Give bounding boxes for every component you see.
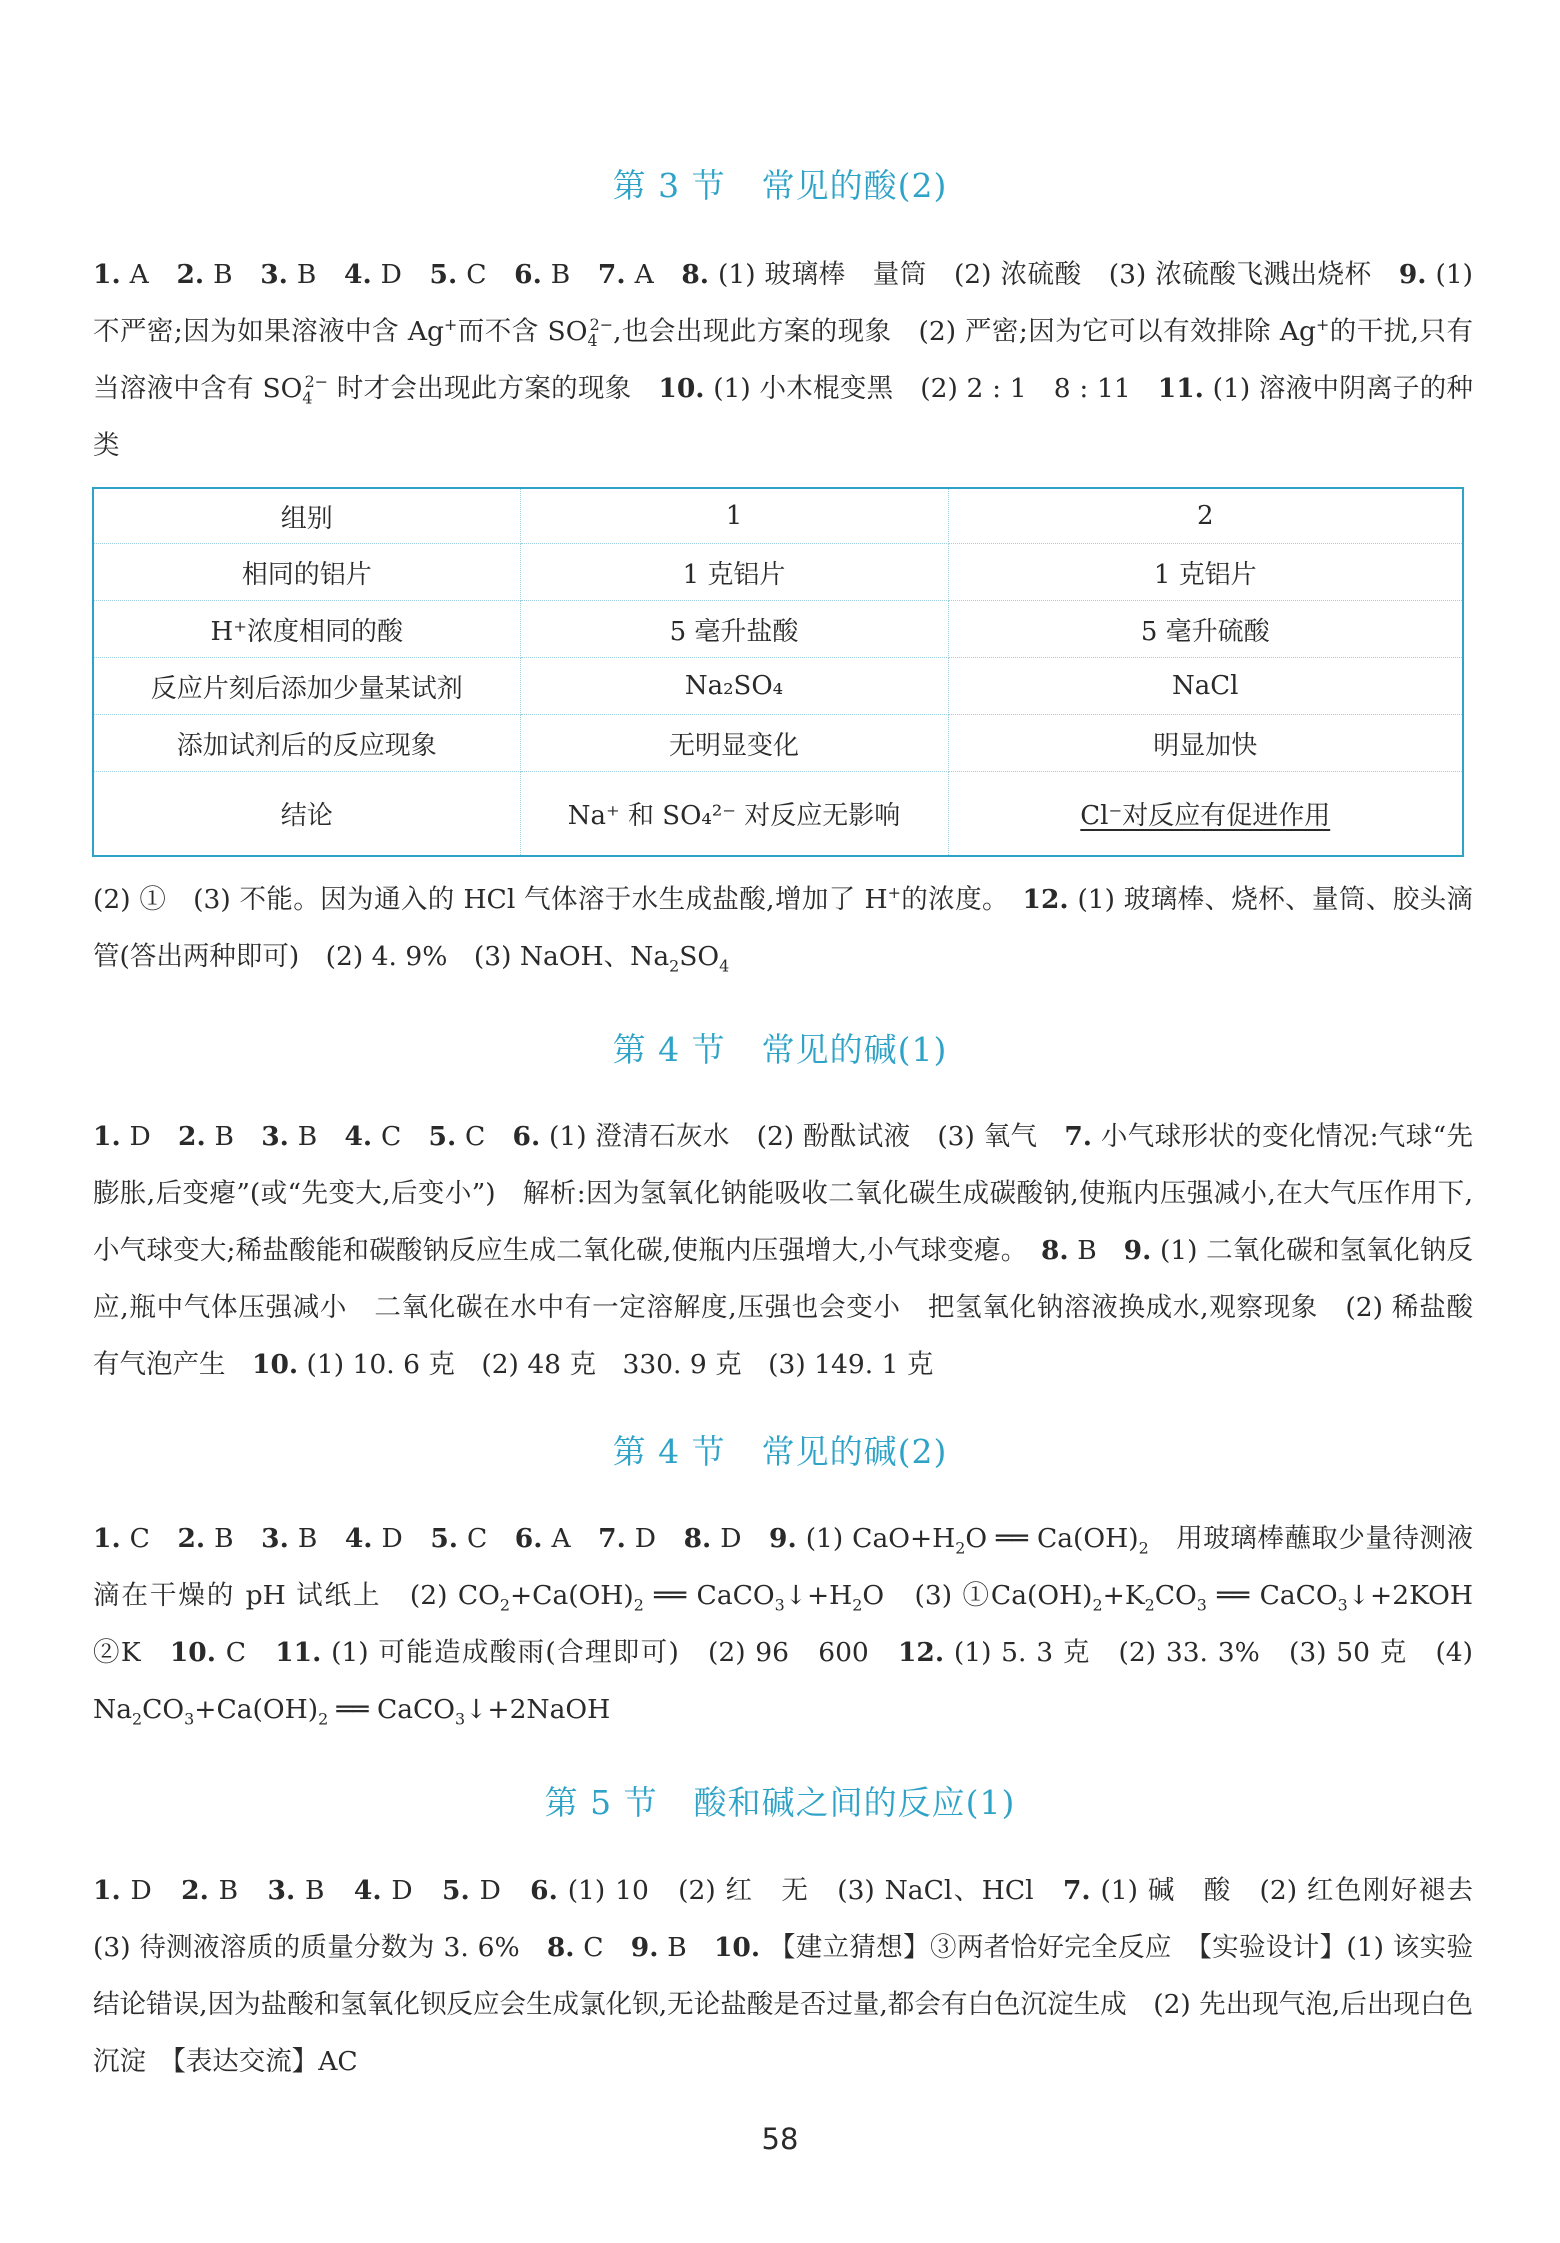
- table-header: 2: [948, 488, 1463, 544]
- table-cell: H⁺浓度相同的酸: [93, 601, 520, 658]
- section-number: 第 4 节: [612, 1432, 726, 1471]
- table-cell: 反应片刻后添加少量某试剂: [93, 658, 520, 715]
- answers-paragraph-2: 1. D 2. B 3. B 4. C 5. C 6. (1) 澄清石灰水 (2) 酚酞试液 (3) 氧气 7. 小气球形状的变化情况:气球“先膨胀,后变瘪”(或“先变大,后变小”) 解析:因为氢氧化钠能吸收二氧化碳生成碳酸钠,使瓶内压强减小,在大气压作用下,小气球变大;稀盐酸能和碳酸钠反应生成二氧化碳,使瓶内压强增大,小气球变瘪。 8. B 9. (1) 二氧化碳和氢氧化钠反应,瓶中气体压强减小 二氧化碳在水中有一定溶解度,压强也会变小 把氢氧化钠溶液换成水,观察现象 (2) 稀盐酸 有气泡产生 10. (1) 10. 6 克 (2) 48 克 330. 9 克 (3) 149. 1 克: [93, 1121, 1500, 1380]
- section-title: 常见的碱(2): [761, 1432, 948, 1471]
- page-number: 58: [761, 2122, 799, 2156]
- table-row: [93, 772, 1463, 857]
- table-cell: 无明显变化: [520, 715, 948, 772]
- table-cell: Na₂SO₄: [520, 658, 948, 715]
- section-heading-1: [0, 160, 1560, 207]
- table-cell: 5 毫升盐酸: [520, 601, 948, 658]
- table-row: [93, 658, 1463, 715]
- table-header: 1: [520, 488, 948, 544]
- section-heading-4: [0, 1777, 1560, 1824]
- table-row: [93, 715, 1463, 772]
- table-row: [93, 544, 1463, 601]
- section-number: 第 4 节: [612, 1030, 726, 1069]
- section-title: 常见的酸(2): [761, 166, 948, 205]
- answers-paragraph-3: 1. C 2. B 3. B 4. D 5. C 6. A 7. D 8. D 9. (1) $CaO+H_2O$ ══ $Ca(OH)_2$ 用玻璃棒蘸取少量待测液滴在干燥的 pH 试纸上 (2) $CO_2+Ca(OH)_2$ ══ $CaCO_3↓+H_2O$ (3) $①Ca(OH)_2+K_2CO_3$ ══ CaCO$_3$↓+2KOH ②K 10. C 11. (1) 可能造成酸雨(合理即可) (2) 96 600 12. (1) 5. 3 克 (2) 33. 3% (3) 50 克 (4) $Na_2CO_3+Ca(OH)_2$ ══ CaCO$_3$↓+2NaOH: [93, 1523, 1500, 1729]
- table-cell: 明显加快: [948, 715, 1463, 772]
- table-header-row: [93, 488, 1463, 544]
- table-cell: 1 克铝片: [948, 544, 1463, 601]
- table-cell: 结论: [93, 772, 520, 857]
- table-header: 组别: [93, 488, 520, 544]
- table-cell: Na⁺ 和 SO₄²⁻ 对反应无影响: [520, 772, 948, 857]
- table-cell: 5 毫升硫酸: [948, 601, 1463, 658]
- table-cell: 1 克铝片: [520, 544, 948, 601]
- section-heading-2: [0, 1024, 1560, 1071]
- table-cell: Cl⁻对反应有促进作用: [1080, 801, 1331, 831]
- table-cell: 添加试剂后的反应现象: [93, 715, 520, 772]
- answers-paragraph-4: 1. D 2. B 3. B 4. D 5. D 6. (1) 10 (2) 红 无 (3) NaCl、HCl 7. (1) 碱 酸 (2) 红色刚好褪去 (3) 待测液溶质的质量分数为 3. 6% 8. C 9. B 10. 【建立猜想】③两者恰好完全反应 【实验设计】(1) 该实验结论错误,因为盐酸和氢氧化钡反应会生成氯化钡,无论盐酸是否过量,都会有白色沉淀生成 (2) 先出现气泡,后出现白色沉淀 【表达交流】AC: [93, 1875, 1500, 2077]
- table-row: [93, 601, 1463, 658]
- table-cell: 相同的铝片: [93, 544, 520, 601]
- section-title: 常见的碱(1): [761, 1030, 948, 1069]
- answers-paragraph-1b: (2) ① (3) 不能。因为通入的 HCl 气体溶于水生成盐酸,增加了 H+的浓度。 12. (1) 玻璃棒、烧杯、量筒、胶头滴管(答出两种即可) (2) 4. 9% (3) NaOH、$Na_2SO_4$: [93, 883, 1474, 976]
- experiment-table: [92, 487, 1464, 857]
- section-number: 第 5 节: [544, 1783, 658, 1822]
- section-number: 第 3 节: [612, 166, 726, 205]
- section-heading-3: [0, 1426, 1560, 1473]
- table-cell: NaCl: [948, 658, 1463, 715]
- section-title: 酸和碱之间的反应(1): [693, 1783, 1016, 1822]
- answers-paragraph-1: 1. A 2. B 3. B 4. D 5. C 6. B 7. A 8. (1) 玻璃棒 量筒 (2) 浓硫酸 (3) 浓硫酸飞溅出烧杯 9. (1) 不严密;因为如果溶液中含 Ag+而不含 $SO_4^{2-}$,也会出现此方案的现象 (2) 严密;因为它可以有效排除 Ag+的干扰,只有当溶液中含有 $SO_4^{2-}$ 时才会出现此方案的现象 10. (1) 小木棍变黑 (2) 2 : 1 8 : 11 11. (1) 溶液中阴离子的种类: [93, 259, 1474, 461]
